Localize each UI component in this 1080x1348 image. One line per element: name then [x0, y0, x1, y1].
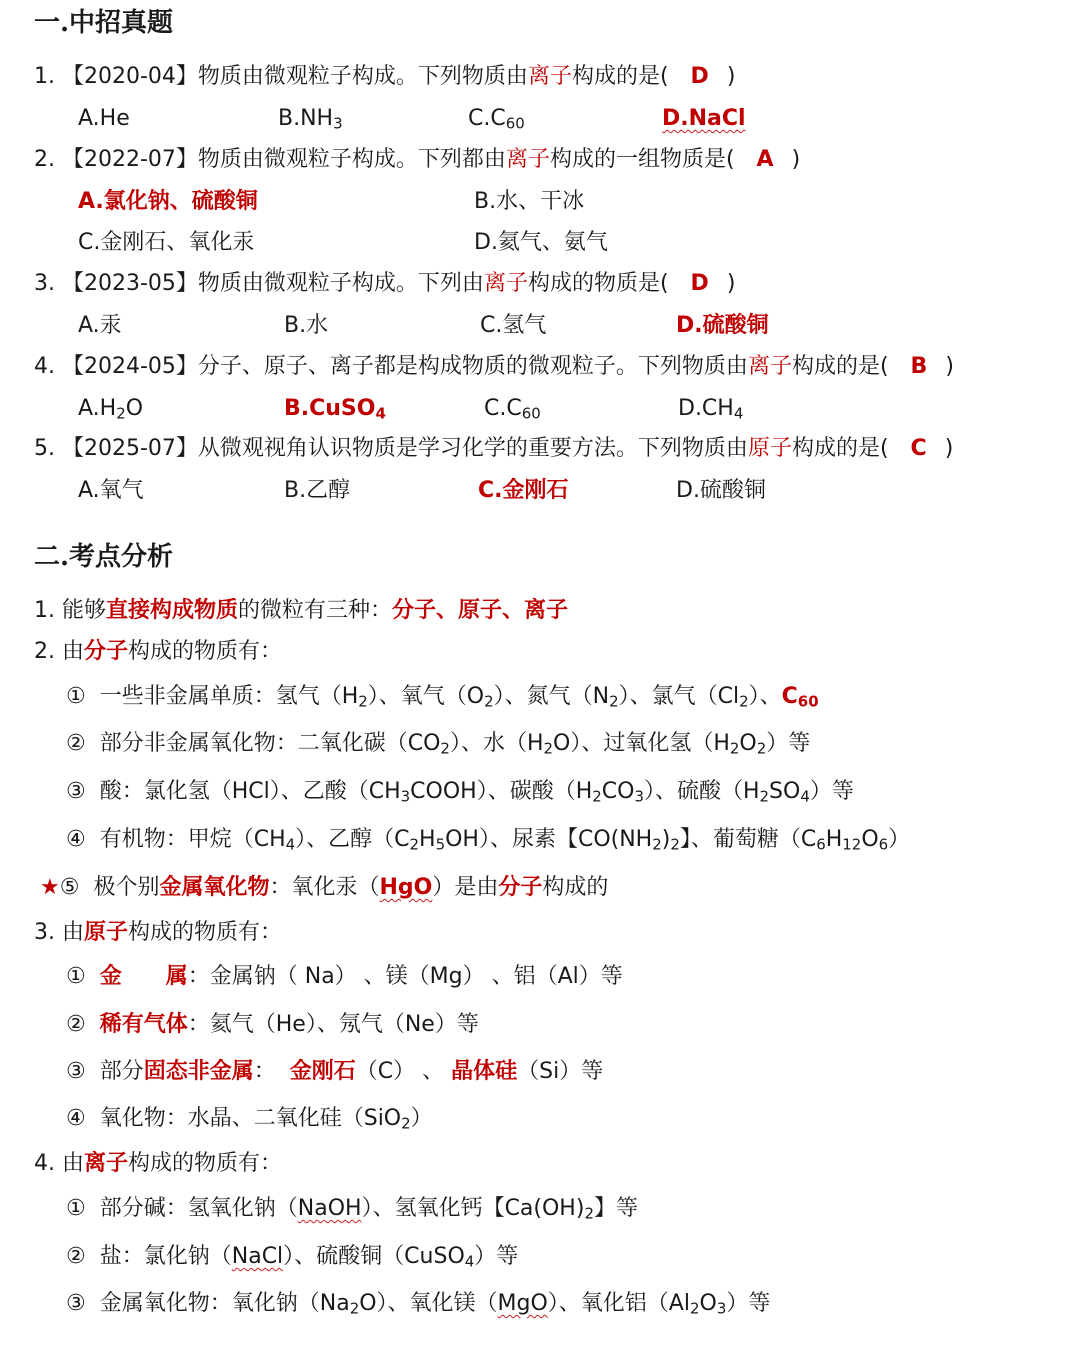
point-3-item-4: ④ 氧化物：水晶、二氧化硅（SiO$_2$） — [66, 1106, 433, 1133]
point-3-item-3: ③ 部分固态非金属： 金刚石（C） 、 晶体硅（Si）等 — [66, 1059, 604, 1084]
highlight-direct-composition: 直接构成物质 — [106, 598, 239, 623]
highlight-metal-oxide: 金属氧化物 — [159, 875, 270, 900]
highlight-molecule: 分子 — [498, 875, 543, 900]
question-paren: ) — [944, 436, 954, 461]
question-year: 【2020-04】 — [62, 64, 198, 89]
point-2-item-5: ★⑤ 极个别金属氧化物：氧化汞（HgO）是由分子构成的 — [40, 875, 609, 900]
question-number: 1. — [34, 64, 55, 89]
question-4-stem — [34, 352, 954, 382]
point-4-item-1: ① 部分碱：氢氧化钠（NaOH）、氢氧化钙【$Ca(OH)_2$】等 — [66, 1196, 638, 1223]
highlight-atom: 原子 — [84, 920, 129, 945]
question-keyword: 原子 — [747, 436, 792, 461]
question-number: 4. — [34, 354, 55, 379]
question-year: 【2025-07】 — [62, 436, 198, 461]
option-a: $A.H_2O$ — [78, 396, 144, 423]
option-c: C.金刚石、氧化汞 — [78, 230, 255, 255]
question-2-stem — [34, 145, 800, 175]
question-paren: ) — [726, 64, 736, 89]
question-keyword: 离子 — [505, 147, 550, 172]
question-answer: C — [910, 436, 927, 461]
point-2-item-4: ④ 有机物：甲烷$(CH_4)$、乙醇$(C_2H_5OH)$、尿素【$CO(NH_2)_2$】、葡萄糖$(C_6H_{12}O_6)$ — [66, 827, 911, 854]
highlight-three-particles: 分子、原子、离子 — [392, 598, 569, 623]
option-a-correct: A.氯化钠、硫酸铜 — [78, 189, 258, 214]
question-keyword: 离子 — [483, 271, 528, 296]
point-4-item-2: ② 盐：氯化钠（NaCl）、硫酸铜（CuSO$_4$）等 — [66, 1244, 519, 1271]
point-1: 1. 能够直接构成物质的微粒有三种：分子、原子、离子 — [34, 598, 569, 623]
section-title-analysis: 二.考点分析 — [34, 542, 174, 572]
highlight-metal: 金 属 — [99, 964, 188, 989]
point-3: 3. 由原子构成的物质有： — [34, 920, 283, 945]
highlight-silicon: 晶体硅 — [451, 1059, 518, 1084]
highlight-hgo: HgO — [379, 875, 433, 900]
point-2: 2. 由分子构成的物质有： — [34, 639, 283, 664]
point-3-item-1: ① 金 属：金属钠（ Na） 、镁（Mg） 、铝（Al）等 — [66, 964, 623, 989]
question-1-stem — [34, 62, 735, 92]
option-d: D.氦气、氨气 — [474, 230, 608, 255]
question-text: 构成的是( — [571, 64, 669, 89]
question-text: 物质由微观粒子构成。下列物质由 — [197, 64, 528, 89]
option-b: $B.NH_3$ — [278, 106, 343, 133]
question-paren: ) — [726, 271, 736, 296]
question-text: 物质由微观粒子构成。下列都由 — [197, 147, 506, 172]
highlight-solid-nonmetal: 固态非金属 — [143, 1059, 254, 1084]
option-c-correct: C.金刚石 — [478, 478, 569, 503]
question-answer: A — [756, 147, 774, 172]
point-4-item-3: ③ 金属氧化物：氧化钠$(Na_2O)$、氧化镁（MgO）、氧化铝$(Al_2O_3)$等 — [66, 1291, 771, 1318]
question-text: 构成的是( — [791, 354, 889, 379]
option-d-correct: D.硫酸铜 — [676, 313, 769, 338]
option-a: A.汞 — [78, 313, 122, 338]
highlight-c60: $C_{60}$ — [781, 684, 819, 711]
question-3-stem — [34, 269, 735, 299]
question-answer: D — [690, 64, 709, 89]
question-year: 【2022-07】 — [62, 147, 198, 172]
point-2-item-2: ② 部分非金属氧化物：二氧化碳$(CO_2)$、水$(H_2O)$、过氧化氢$(H_2O_2)$等 — [66, 731, 811, 758]
point-3-item-2: ② 稀有气体：氦气（He）、氖气（Ne）等 — [66, 1012, 479, 1037]
question-keyword: 离子 — [527, 64, 572, 89]
question-answer: D — [690, 271, 709, 296]
question-paren: ) — [791, 147, 801, 172]
point-2-item-3: ③ 酸：氯化氢（HCl）、乙酸$(CH_3COOH)$、碳酸$(H_2CO_3)$、硫酸$(H_2SO_4)$等 — [66, 779, 854, 806]
question-text: 从微观视角认识物质是学习化学的重要方法。下列物质由 — [197, 436, 748, 461]
highlight-ion: 离子 — [84, 1151, 129, 1176]
question-text: 构成的物质是( — [527, 271, 669, 296]
point-4: 4. 由离子构成的物质有： — [34, 1151, 283, 1176]
question-text: 构成的一组物质是( — [549, 147, 735, 172]
option-b: B.水、干冰 — [474, 189, 585, 214]
option-d: D.硫酸铜 — [676, 478, 766, 503]
option-b-correct: B.CuSO$_4$ — [284, 396, 386, 423]
star-icon: ★ — [40, 875, 60, 900]
option-c: $C.C_{60}$ — [468, 106, 525, 133]
point-2-item-1: ① 一些非金属单质：氢气$(H_2)$、氧气$(O_2)$、氮气$(N_2)$、氯气$(Cl_2)$、$C_{60}$ — [66, 684, 819, 711]
question-5-stem — [34, 434, 953, 464]
question-year: 【2024-05】 — [62, 354, 198, 379]
question-number: 3. — [34, 271, 55, 296]
option-a: A.He — [78, 106, 130, 131]
question-paren: ) — [945, 354, 954, 379]
highlight-diamond: 金刚石 — [289, 1059, 356, 1084]
section-title-real-exam: 一.中招真题 — [34, 8, 174, 38]
option-c: C.氢气 — [480, 313, 547, 338]
highlight-noble-gas: 稀有气体 — [99, 1012, 188, 1037]
question-year: 【2023-05】 — [62, 271, 198, 296]
question-number: 5. — [34, 436, 55, 461]
option-a: A.氧气 — [78, 478, 144, 503]
question-answer: B — [910, 354, 928, 379]
question-number: 2. — [34, 147, 55, 172]
highlight-molecule: 分子 — [84, 639, 129, 664]
option-d: $D.CH_4$ — [678, 396, 744, 423]
question-text: 构成的是( — [791, 436, 889, 461]
question-text: 物质由微观粒子构成。下列由 — [197, 271, 484, 296]
option-b: B.水 — [284, 313, 329, 338]
option-b: B.乙醇 — [284, 478, 351, 503]
option-d-correct: D.NaCl — [662, 106, 746, 131]
question-keyword: 离子 — [747, 354, 792, 379]
option-c: $C.C_{60}$ — [484, 396, 541, 423]
question-text: 分子、原子、离子都是构成物质的微观粒子。下列物质由 — [197, 354, 748, 379]
